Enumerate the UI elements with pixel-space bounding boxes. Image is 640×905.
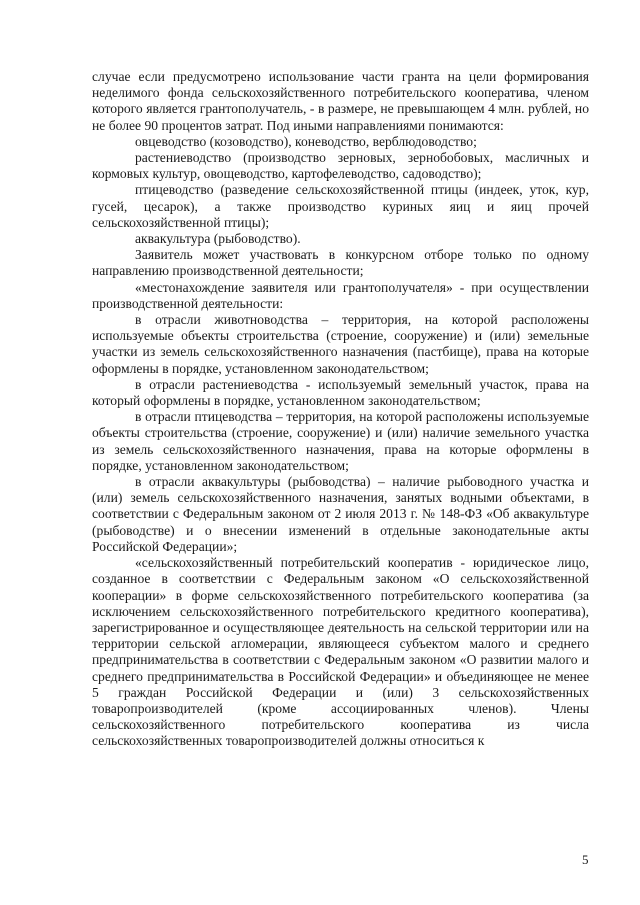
- paragraph-aquaculture: аквакультура (рыбоводство).: [135, 231, 301, 247]
- paragraph-location-livestock: в отрасли животноводства – территория, на которой расположены используемые объекты строительства (строение, сооружение) и (или) земельные участки из земель сельскохозяйственного назначения (пастбище), права на которые оформлены в порядке, установленном законодательством;: [92, 312, 589, 376]
- paragraph-location-aquaculture: в отрасли аквакультуры (рыбоводства) – наличие рыбоводного участка и (или) земель сельскохозяйственного назначения, занятых водными объектами, в соответствии с Федеральным законом от 2 июля 2013 г. № 148-ФЗ «Об аквакультуре (рыбоводстве) и о внесении изменений в отдельные законодательные акты Российской Федерации»;: [92, 474, 589, 554]
- paragraph-location-definition: «местонахождение заявителя или грантополучателя» - при осуществлении производственной деятельности:: [92, 279, 589, 311]
- document-body: [92, 69, 589, 750]
- paragraph-cooperative-definition: «сельскохозяйственный потребительский кооператив - юридическое лицо, созданное в соответствии с Федеральным законом «О сельскохозяйственной кооперации» в форме сельскохозяйственного потребительского кооператива (за исключением сельскохозяйственного потребительского кредитного кооператива), зарегистрированное и осуществляющее деятельность на сельской территории или на территории сельской агломерации, являющееся субъектом малого и среднего предпринимательства в соответствии с Федеральным законом «О развитии малого и среднего предпринимательства в Российской Федерации» и объединяющее не менее 5 граждан Российской Федерации и (или) 3 сельскохозяйственных товаропроизводителей (кроме ассоциированных членов). Члены сельскохозяйственного потребительского кооператива из числа сельскохозяйственных товаропроизводителей должны относиться к: [92, 555, 589, 749]
- paragraph-poultry-farming: птицеводство (разведение сельскохозяйственной птицы (индеек, уток, кур, гусей, цесарок), а также производство куриных яиц и яиц прочей сельскохозяйственной птицы);: [92, 182, 589, 230]
- paragraph-location-crops: в отрасли растениеводства - используемый земельный участок, права на который оформлены в порядке, установленном законодательством;: [92, 376, 589, 409]
- paragraph-crop-production: растениеводство (производство зерновых, зернобобовых, масличных и кормовых культур, овощеводство, картофелеводство, садоводство);: [92, 150, 589, 182]
- paragraph-sheep-goat-breeding: овцеводство (козоводство), коневодство, верблюдоводство;: [135, 133, 477, 149]
- paragraph-location-poultry: в отрасли птицеводства – территория, на которой расположены используемые объекты строительства (строение, сооружение) и (или) наличие земельного участка из земель сельскохозяйственного назначения, права на которые оформлены в порядке, установленном законодательством;: [92, 409, 589, 473]
- page-number: 5: [582, 852, 589, 867]
- paragraph-applicant-one-direction: Заявитель может участвовать в конкурсном отборе только по одному направлению производственной деятельности;: [92, 247, 589, 279]
- paragraph-continuation: случае если предусмотрено использование части гранта на цели формирования неделимого фонда сельскохозяйственного потребительского кооператива, членом которого является грантополучатель, - в размере, не превышающем 4 млн. рублей, но не более 90 процентов затрат. Под иными направлениями понимаются:: [92, 69, 589, 133]
